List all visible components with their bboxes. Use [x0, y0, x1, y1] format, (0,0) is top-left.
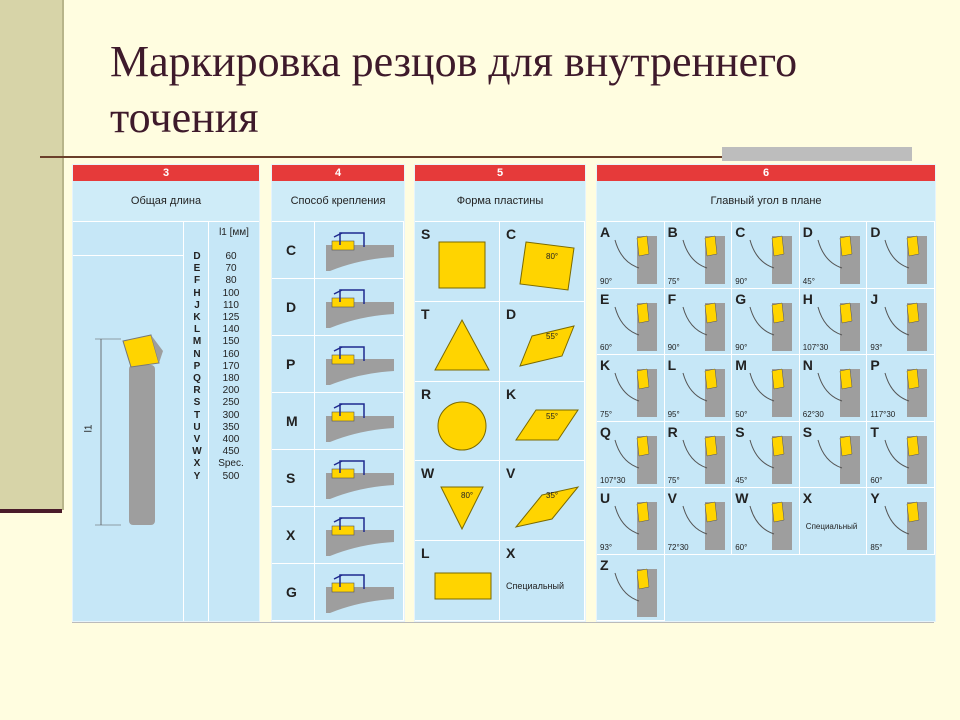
panel-approach-angle	[596, 164, 936, 622]
approach-angle-e	[597, 289, 665, 356]
dimension-label: l1	[83, 424, 95, 433]
angle-code: H	[802, 290, 813, 307]
angle-code: Y	[870, 490, 880, 506]
code-list	[185, 251, 209, 483]
angle-value: 93°	[600, 542, 613, 552]
insert-shape-l	[415, 541, 500, 621]
angle-code: U	[600, 490, 611, 506]
insert-code: L	[421, 545, 430, 562]
approach-angle-r	[665, 422, 733, 489]
panel-header: Форма пластины	[415, 181, 585, 222]
angle-value: 93°	[870, 343, 883, 352]
angle-value: 95°	[667, 409, 680, 419]
length-code: N	[193, 348, 201, 360]
insert-angle: 80°	[461, 491, 474, 501]
angle-value: 85°	[870, 542, 883, 552]
angle-code: Q	[600, 423, 611, 440]
angle-code: M	[735, 357, 747, 373]
left-accent-mark	[0, 509, 62, 513]
approach-angle-d	[867, 222, 935, 289]
approach-angle-b	[665, 222, 733, 289]
approach-angle-s	[732, 422, 800, 489]
length-code: Q	[193, 373, 201, 385]
length-value: 70	[225, 263, 237, 275]
clamping-code: C	[286, 241, 297, 258]
length-code: U	[193, 421, 201, 433]
angle-code: K	[600, 357, 611, 373]
cell-divider	[314, 393, 315, 449]
angle-code: R	[667, 423, 678, 440]
length-value: 160	[222, 348, 240, 360]
insert-shape-drawing	[427, 396, 497, 454]
clamping-option-s	[272, 450, 404, 507]
length-code: H	[193, 287, 201, 299]
insert-shape-c	[500, 222, 585, 302]
clamping-code: D	[286, 298, 297, 315]
insert-shape-drawing	[512, 475, 582, 533]
tool-angle-drawing	[742, 494, 796, 550]
panel-number: 4	[272, 165, 404, 181]
approach-angle-l	[665, 355, 733, 422]
insert-code: D	[506, 305, 517, 322]
insert-shape-drawing	[427, 555, 497, 613]
clamping-code: P	[286, 355, 296, 372]
angle-value: 75°	[667, 476, 680, 485]
length-code: X	[193, 458, 201, 470]
clamping-option-g	[272, 564, 404, 621]
insert-shape-drawing	[427, 475, 497, 533]
tool-angle-drawing	[877, 228, 931, 284]
insert-shape-k	[500, 382, 585, 462]
clamping-diagram	[320, 512, 400, 560]
length-value: 450	[222, 446, 240, 458]
angle-code: D	[802, 224, 813, 240]
angle-value: 50°	[735, 409, 748, 419]
clamping-code: X	[286, 526, 296, 543]
clamping-option-x	[272, 507, 404, 564]
angle-value: 90°	[600, 276, 613, 286]
insert-shape-drawing	[512, 396, 582, 454]
panel-header: Главный угол в плане	[597, 181, 935, 222]
insert-shape-x	[500, 541, 585, 621]
insert-code: R	[421, 385, 432, 402]
angle-value: 60°	[600, 343, 613, 352]
length-value: 80	[225, 275, 237, 287]
tool-shank-drawing	[73, 255, 183, 621]
panel-number: 3	[73, 165, 259, 181]
tool-angle-drawing	[607, 228, 661, 284]
angle-value: 60°	[870, 476, 883, 485]
approach-angle-k	[597, 355, 665, 422]
insert-code: T	[421, 305, 430, 322]
angle-code: B	[667, 224, 678, 240]
angle-value: 117°30	[870, 409, 896, 419]
left-accent-edge	[62, 0, 64, 510]
angle-code: X	[802, 490, 813, 506]
panel-insert-shape	[414, 164, 586, 622]
tool-angle-drawing	[877, 295, 931, 351]
insert-code: X	[506, 545, 516, 562]
length-value: 200	[222, 385, 240, 397]
approach-angle-m	[732, 355, 800, 422]
length-value: 110	[223, 299, 239, 311]
length-value: 180	[222, 373, 240, 385]
length-code: D	[193, 251, 201, 262]
angle-code: C	[735, 224, 746, 240]
angle-code: S	[735, 423, 745, 440]
angle-code: T	[870, 423, 879, 440]
clamping-code: M	[286, 412, 298, 429]
approach-angle-x	[800, 488, 868, 555]
approach-angle-p	[867, 355, 935, 422]
tool-angle-drawing	[810, 428, 864, 484]
column-divider	[183, 222, 184, 621]
cell-divider	[314, 450, 315, 506]
angle-code: J	[870, 290, 879, 307]
decorative-grey-block	[722, 147, 912, 161]
angle-code: N	[802, 357, 813, 373]
angle-code: E	[600, 290, 610, 307]
length-value: 400	[222, 434, 240, 446]
slide-title: Маркировка резцов для внутреннего точения	[110, 37, 798, 142]
approach-angle-a	[597, 222, 665, 289]
length-code: W	[192, 446, 202, 458]
approach-angle-g	[732, 289, 800, 356]
insert-code: C	[506, 226, 517, 242]
length-code: J	[194, 299, 200, 311]
clamping-diagram	[320, 284, 400, 332]
angle-value: 90°	[735, 276, 748, 286]
length-code: Y	[193, 470, 201, 482]
approach-angle-v	[665, 488, 733, 555]
insert-angle: 55°	[546, 331, 559, 341]
panel-header: Способ крепления	[272, 181, 404, 222]
angle-code: V	[667, 490, 677, 506]
angle-code: G	[735, 290, 747, 307]
tool-angle-drawing	[742, 295, 796, 351]
angle-value: 107°30	[802, 343, 829, 352]
length-code: P	[193, 360, 201, 372]
length-value: 250	[222, 397, 240, 409]
approach-angle-w	[732, 488, 800, 555]
angle-code: P	[870, 357, 880, 373]
angle-value: 45°	[802, 276, 815, 286]
approach-angle-h	[800, 289, 868, 356]
insert-shape-s	[415, 222, 500, 302]
clamping-diagram	[320, 341, 400, 389]
length-value: 170	[222, 360, 240, 372]
length-value: 300	[222, 409, 240, 421]
length-code: K	[193, 312, 201, 324]
panel-clamping-method	[271, 164, 405, 622]
tool-angle-drawing	[877, 428, 931, 484]
clamping-code: S	[286, 469, 296, 486]
angle-code: F	[667, 290, 677, 307]
clamping-option-m	[272, 393, 404, 450]
length-value: Spec.	[218, 458, 244, 470]
approach-angle-j	[867, 289, 935, 356]
length-code: L	[193, 324, 201, 336]
tool-angle-drawing	[607, 295, 661, 351]
approach-angle-n	[800, 355, 868, 422]
insert-angle: Специальный	[506, 581, 564, 592]
angle-value: 75°	[667, 276, 680, 286]
angle-value: 60°	[735, 542, 748, 552]
cell-divider	[314, 222, 315, 278]
angle-code: D	[870, 224, 881, 240]
cell-divider	[314, 279, 315, 335]
panel-total-length	[72, 164, 260, 622]
length-code: E	[193, 263, 201, 275]
tool-angle-drawing	[675, 361, 729, 417]
length-value: 100	[222, 287, 240, 299]
approach-angle-q	[597, 422, 665, 489]
angle-value: 72°30	[667, 542, 689, 552]
approach-angle-z	[597, 555, 665, 622]
tool-angle-drawing	[675, 228, 729, 284]
insert-shape-t	[415, 302, 500, 382]
insert-shape-drawing	[512, 316, 582, 374]
insert-angle: 35°	[546, 491, 559, 501]
approach-angle-c	[732, 222, 800, 289]
insert-shape-v	[500, 461, 585, 541]
angle-value: 62°30	[802, 409, 824, 419]
clamping-option-c	[272, 222, 404, 279]
approach-angle-y	[867, 488, 935, 555]
length-code: F	[193, 275, 201, 287]
cell-divider	[314, 564, 315, 620]
clamping-diagram	[320, 398, 400, 446]
tool-angle-drawing	[607, 361, 661, 417]
tool-angle-drawing	[675, 295, 729, 351]
approach-angle-u	[597, 488, 665, 555]
insert-angle: 55°	[546, 411, 559, 421]
clamping-diagram	[320, 227, 400, 275]
tool-angle-drawing	[607, 494, 661, 550]
length-value: 150	[222, 336, 240, 348]
approach-angle-t	[867, 422, 935, 489]
length-code: R	[193, 385, 201, 397]
panel-header: Общая длина	[73, 181, 259, 222]
insert-code: V	[506, 465, 516, 482]
insert-shape-drawing	[427, 236, 497, 294]
length-list	[211, 251, 251, 483]
tool-angle-drawing	[877, 494, 931, 550]
tool-angle-drawing	[742, 228, 796, 284]
clamping-diagram	[320, 455, 400, 503]
approach-angle-s	[800, 422, 868, 489]
angle-value: 90°	[735, 343, 748, 352]
left-accent-bar	[0, 0, 62, 510]
approach-angle-f	[665, 289, 733, 356]
cell-divider	[314, 336, 315, 392]
clamping-option-p	[272, 336, 404, 393]
insert-shape-d	[500, 302, 585, 382]
tool-angle-drawing	[607, 561, 661, 617]
insert-code: K	[506, 385, 517, 402]
angle-code: S	[802, 423, 813, 440]
insert-angle: 80°	[546, 252, 559, 261]
insert-shape-drawing	[512, 236, 582, 294]
length-column-header: l1 [мм]	[219, 227, 249, 238]
length-value: 500	[222, 470, 240, 482]
angle-value: Специальный	[805, 522, 858, 531]
insert-shape-drawing	[427, 316, 497, 374]
panel-number: 5	[415, 165, 585, 181]
length-value: 140	[222, 324, 240, 336]
insert-shape-r	[415, 382, 500, 462]
tool-angle-drawing	[675, 428, 729, 484]
panel-number: 6	[597, 165, 935, 181]
insert-code: S	[421, 226, 431, 242]
angle-code: W	[735, 490, 749, 506]
tool-angle-drawing	[742, 361, 796, 417]
insert-shape-w	[415, 461, 500, 541]
angle-value: 107°30	[600, 476, 626, 485]
angle-value: 45°	[735, 476, 748, 485]
clamping-diagram	[320, 569, 400, 617]
angle-code: Z	[600, 556, 609, 573]
tool-angle-drawing	[810, 228, 864, 284]
length-code: S	[193, 397, 201, 409]
angle-value: 90°	[667, 343, 680, 352]
clamping-code: G	[286, 583, 297, 600]
angle-code: A	[600, 224, 611, 240]
length-value: 350	[222, 421, 240, 433]
length-code: M	[192, 336, 202, 348]
clamping-option-d	[272, 279, 404, 336]
approach-angle-d	[800, 222, 868, 289]
length-value: 60	[225, 251, 237, 262]
angle-code: L	[667, 357, 677, 373]
insert-code: W	[421, 465, 435, 482]
tool-angle-drawing	[742, 428, 796, 484]
angle-value: 75°	[600, 409, 613, 419]
cell-divider	[314, 507, 315, 563]
bottom-divider	[72, 622, 934, 623]
length-code: T	[193, 409, 201, 421]
length-code: V	[193, 434, 201, 446]
length-value: 125	[222, 312, 240, 324]
